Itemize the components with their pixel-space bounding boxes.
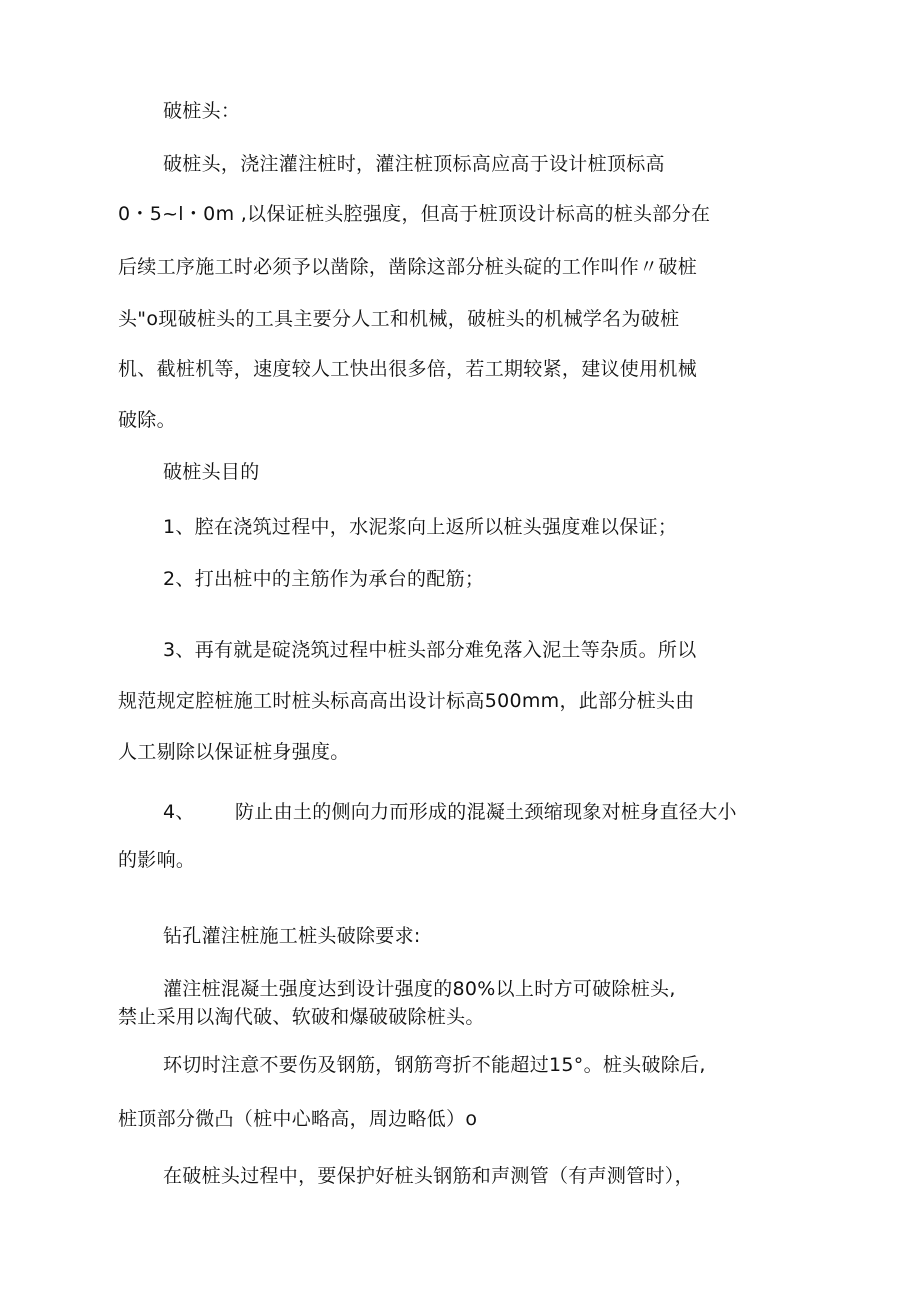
list-item: 3、再有就是碇浇筑过程中桩头部分难免落入泥土等杂质。所以 [163, 639, 697, 661]
paragraph-line: 禁止采用以淘代破、软破和爆破破除桩头。 [118, 1006, 485, 1028]
list-item-line: 人工剔除以保证桩身强度。 [118, 741, 350, 763]
paragraph-line: 机、截桩机等，速度较人工快出很多倍，若工期较紧，建议使用机械 [118, 358, 698, 380]
list-item-line: 规范规定腔桩施工时桩头标高高出设计标高500mm，此部分桩头由 [118, 690, 695, 712]
paragraph-line: 环切时注意不要伤及钢筋，钢筋弯折不能超过15°。桩头破除后, [163, 1054, 706, 1076]
section-heading: 破桩头： [163, 100, 241, 122]
section-heading: 钻孔灌注桩施工桩头破除要求: [163, 925, 421, 947]
paragraph-line: 头"o现破桩头的工具主要分人工和机械，破桩头的机械学名为破桩 [118, 308, 680, 330]
paragraph-line: 灌注桩混凝土强度达到设计强度的80%以上时方可破除桩头, [163, 978, 676, 1000]
paragraph-line: 破除。 [118, 409, 176, 431]
list-item-line: 的影响。 [118, 849, 196, 871]
paragraph-line: 在破桩头过程中，要保护好桩头钢筋和声测管（有声测管时）， [163, 1165, 694, 1187]
paragraph-line: 桩顶部分微凸（桩中心略高，周边略低）o [118, 1108, 478, 1130]
section-heading: 破桩头目的 [163, 461, 260, 483]
paragraph-line: 后续工序施工时必须予以凿除，凿除这部分桩头碇的工作叫作〃破桩 [118, 256, 698, 278]
list-item: 2、打出桩中的主筋作为承台的配筋； [163, 568, 485, 590]
paragraph-line: 破桩头，浇注灌注桩时，灌注桩顶标高应高于设计桩顶标高 [163, 153, 665, 175]
list-item-number: 4、 [163, 801, 195, 823]
list-item: 防止由土的侧向力而形成的混凝土颈缩现象对桩身直径大小 [235, 801, 737, 823]
paragraph-line: 0・5~l・0m ,以保证桩头腔强度，但高于桩顶设计标高的桩头部分在 [118, 203, 711, 225]
list-item: 1、腔在浇筑过程中，水泥浆向上返所以桩头强度难以保证； [163, 516, 678, 538]
